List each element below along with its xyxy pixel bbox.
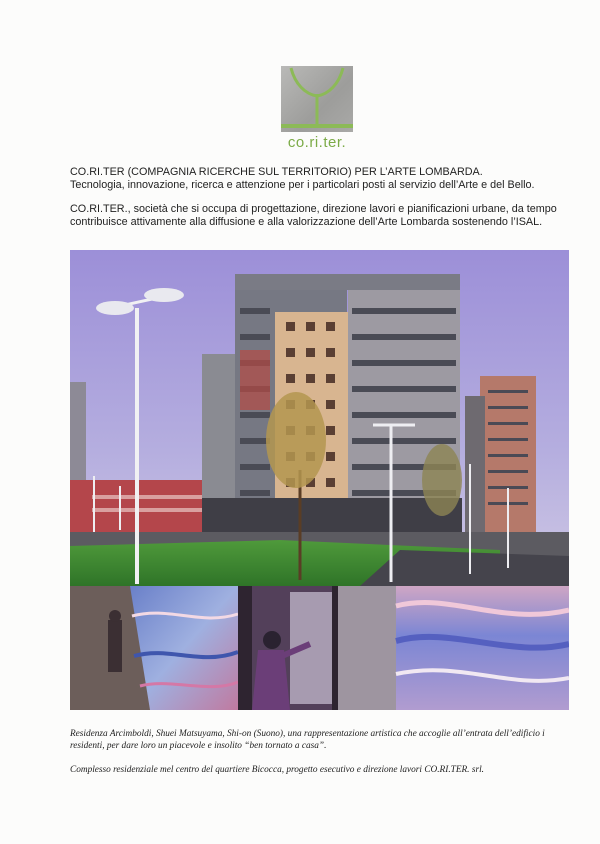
- intro-text: [70, 166, 570, 229]
- caption-text: [70, 728, 570, 776]
- y-tree-logo-icon: [281, 66, 353, 132]
- company-description: CO.RI.TER., società che si occupa di progettazione, direzione lavori e pianificazioni urbane, da tempo contribuisce attivamente alla diffusione e alla valorizzazione dell’Arte Lombarda sostenendo l’ISAL.: [70, 203, 557, 228]
- logo-mark: [281, 66, 353, 132]
- project-caption: Complesso residenziale mel centro del quartiere Bicocca, progetto esecutivo e direzione lavori CO.RI.TER. srl.: [70, 765, 484, 775]
- artwork-caption: Residenza Arcimboldi, Shuei Matsuyama, Shi-on (Suono), una rappresentazione artistica che accoglie all’entrata dell’edificio i residenti, per dare loro un piacevole e insolito “ben tornato a casa”.: [70, 729, 545, 751]
- company-tagline: Tecnologia, innovazione, ricerca e attenzione per i particolari posti al servizio dell’Arte e del Bello.: [70, 179, 535, 191]
- company-title: CO.RI.TER (COMPAGNIA RICERCHE SUL TERRITORIO) PER L’ARTE LOMBARDA.: [70, 166, 483, 178]
- residential-building-photo: [70, 250, 569, 586]
- shi-on-artwork-photos: [70, 586, 569, 710]
- brand-name: co.ri.ter.: [287, 134, 347, 151]
